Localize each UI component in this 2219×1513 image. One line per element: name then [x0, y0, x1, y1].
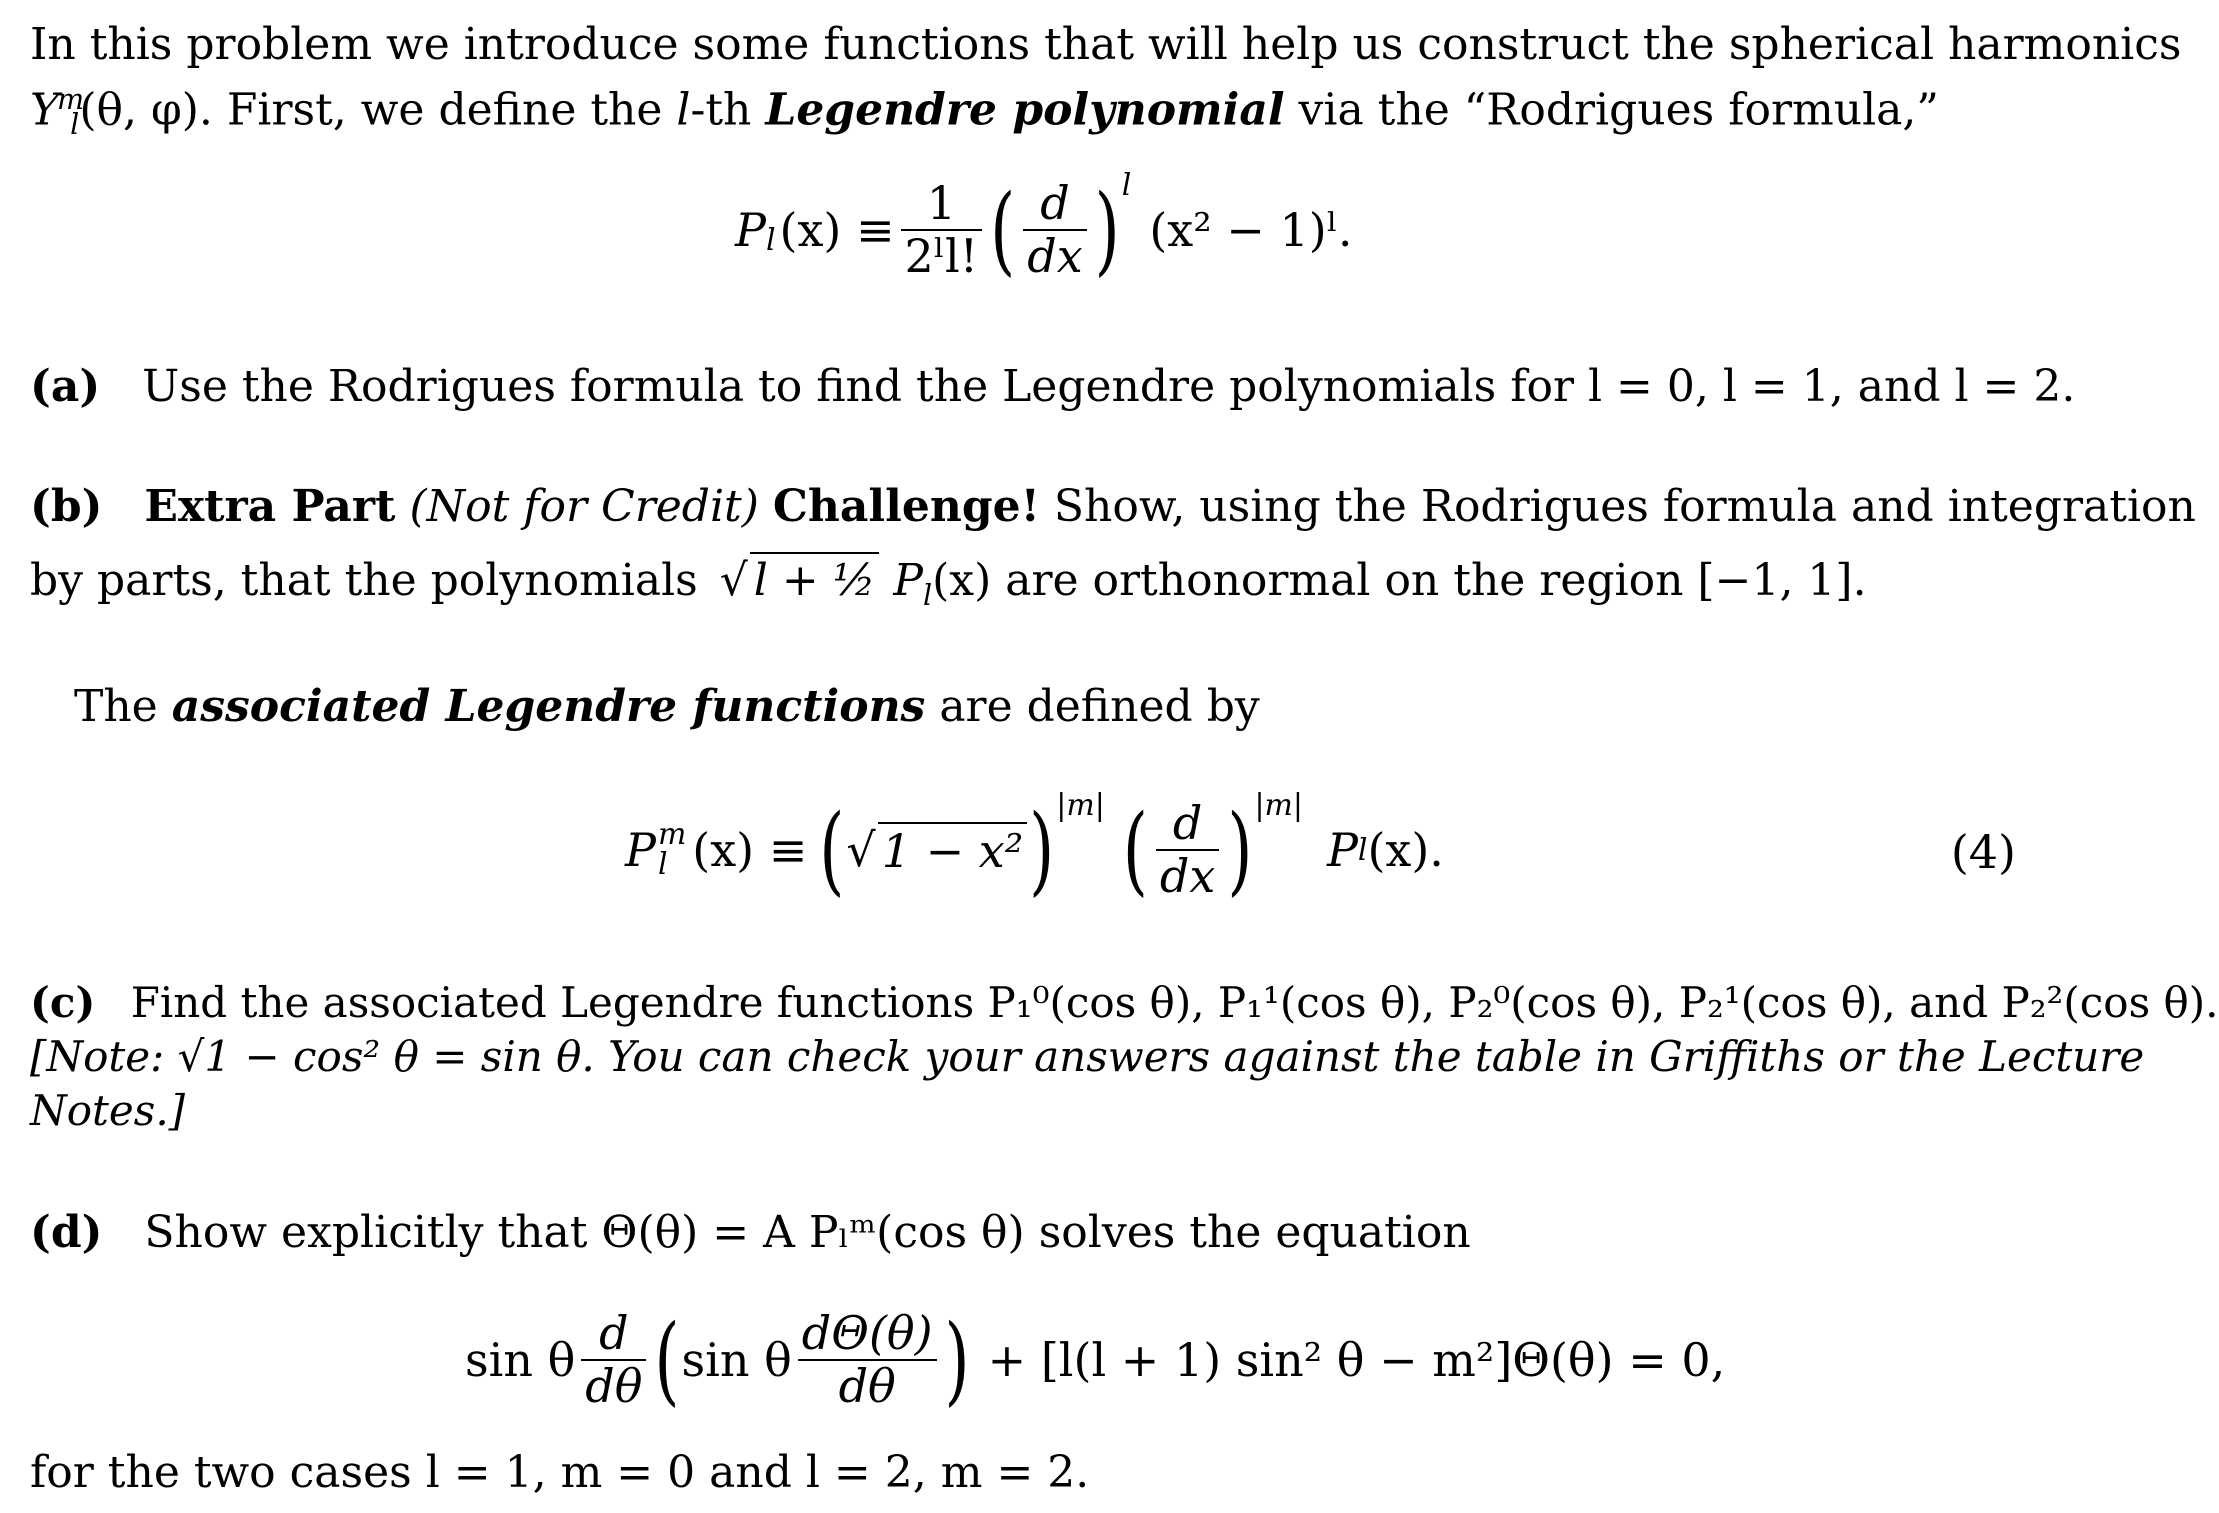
eq1-fraction — [901, 178, 983, 281]
eq1-lhs-arg: (x) ≡ — [779, 203, 895, 257]
part-d — [30, 1206, 1471, 1260]
eq4-paren-4: ) — [1227, 793, 1253, 907]
part-c-line-3 — [30, 1084, 185, 1138]
eq4-rhs: P — [1326, 823, 1358, 877]
eq1-deriv-num: d — [1040, 176, 1070, 231]
ode-d-den: dθ — [585, 1359, 643, 1413]
eq1-deriv-den: dx — [1027, 229, 1083, 283]
eq4-rhs-sub: l — [1357, 832, 1368, 868]
assoc-pre: The — [74, 681, 172, 732]
rodrigues-equation — [735, 160, 1352, 300]
part-b-line-2: by parts, that the polynomials √ l + ½ $P_l(x)$ are orthonormal on the region [−1, 1]. — [30, 552, 1867, 622]
eq4-lhs-scripts — [657, 817, 687, 882]
part-d-label: (d) — [30, 1207, 103, 1258]
ode-d-dtheta — [581, 1308, 646, 1411]
intro-line-2 — [30, 72, 1939, 151]
eq4-lhs: P — [625, 823, 656, 877]
ode-inner-den: dθ — [838, 1359, 896, 1413]
ode-paren-close: ) — [944, 1303, 970, 1417]
part-c-line-1 — [30, 976, 2219, 1030]
l-symbol: l — [676, 84, 691, 136]
y-sup: m — [57, 82, 85, 116]
part-d-text: Show explicitly that Θ(θ) = A Pₗᵐ(cos θ) solves the equation — [144, 1207, 1471, 1258]
ode-d-num: d — [599, 1306, 629, 1361]
eq4-derivative — [1156, 798, 1219, 901]
eq4-lhs-arg: (x) ≡ — [692, 823, 808, 877]
final-text: for the two cases l = 1, m = 0 and l = 2, m = 2. — [30, 1447, 1090, 1498]
part-b-label: (b) — [30, 481, 103, 532]
intro-line-1 — [30, 18, 2181, 72]
final-line — [30, 1446, 1089, 1500]
eq4-paren-2: ) — [1029, 793, 1055, 907]
intro-post: via the “Rodrigues formula,” — [1284, 84, 1939, 136]
part-a — [30, 360, 2075, 414]
ode-paren-open: ( — [654, 1303, 680, 1417]
eq1-right-paren: ) — [1094, 173, 1120, 287]
part-b-text-2: by parts, that the polynomials — [30, 555, 698, 606]
part-b-extra: Extra Part — [144, 481, 396, 532]
legendre-polynomial-term: Legendre polynomial — [765, 84, 1285, 136]
part-b-line-1 — [30, 480, 2196, 534]
equation-number-4: (4) — [1950, 825, 2016, 879]
y-sub: l — [70, 107, 80, 142]
part-c-text-2: [Note: √1 − cos² θ = sin θ. You can check your answers against the table in Griffiths or the Lecture — [30, 1032, 2145, 1081]
ode-inner-sin: sin θ — [681, 1333, 792, 1387]
ode-sin: sin θ — [465, 1333, 576, 1387]
ode-inner-num: dΘ(θ) — [801, 1306, 933, 1361]
part-b-p-sub: l — [922, 577, 933, 612]
part-b-end: (x) are orthonormal on the region [−1, 1]. — [932, 555, 1867, 606]
eq1-derivative — [1023, 178, 1086, 281]
eq4-lhs-sup: m — [657, 817, 687, 853]
eq4-deriv-num: d — [1172, 796, 1203, 851]
part-c-text-3: Notes.] — [30, 1086, 186, 1135]
part-b-text-1: Show, using the Rodrigues formula and integration — [1053, 481, 2196, 532]
eq1-rhs: (x² − 1)ˡ. — [1149, 203, 1353, 257]
part-c-text-1: Find the associated Legendre functions P₁⁰(cos θ), P₁¹(cos θ), P₂⁰(cos θ), P₂¹(cos θ), and P₂²(cos θ). — [130, 978, 2219, 1027]
eq4-paren-1: ( — [819, 793, 845, 907]
eq4-sqrt: 1 − x² — [878, 822, 1027, 878]
intro-text-1: In this problem we introduce some functions that will help us construct the spherical harmonics — [30, 19, 2182, 70]
eq1-lhs-sub: l — [765, 222, 776, 258]
eq4-rhs-arg: (x). — [1367, 823, 1444, 877]
eq4-power-2: |m| — [1254, 788, 1303, 823]
part-c-line-2 — [30, 1030, 2144, 1084]
part-b-notcredit: (Not for Credit) — [409, 481, 759, 532]
ode-equation — [465, 1290, 1725, 1430]
assoc-intro — [74, 680, 1260, 734]
eq1-frac-den: 2ˡl! — [904, 229, 979, 283]
eq4-power: |m| — [1056, 788, 1105, 823]
part-b-p: P — [893, 555, 923, 606]
eq1-lhs: P — [735, 203, 766, 257]
ode-rest: + [l(l + 1) sin² θ − m²]Θ(θ) = 0, — [987, 1333, 1726, 1387]
eq1-left-paren: ( — [990, 173, 1016, 287]
part-c-label: (c) — [30, 978, 96, 1027]
ode-inner-frac — [798, 1308, 937, 1411]
eq4-lhs-sub: l — [657, 847, 668, 882]
th-text: -th — [690, 84, 766, 136]
part-a-text: Use the Rodrigues formula to find the Legendre polynomials for l = 0, l = 1, and l = 2. — [142, 361, 2076, 412]
assoc-term: associated Legendre functions — [171, 681, 926, 732]
assoc-legendre-equation: P m l (x) ≡ ( √ 1 − x² ) $^{|m|}$ ( $\frac{d}{dx}$ ) $^{|m|}$ P l (x). — [625, 788, 1444, 907]
part-b-challenge: Challenge! — [772, 481, 1040, 532]
part-b-sqrt: l + ½ — [750, 552, 880, 608]
eq1-frac-num: 1 — [926, 176, 956, 231]
eq1-power: l — [1121, 168, 1132, 203]
part-a-label: (a) — [30, 361, 101, 412]
eq4-paren-3: ( — [1122, 793, 1148, 907]
eq4-deriv-den: dx — [1159, 849, 1216, 903]
y-symbol: Y — [30, 84, 60, 136]
y-args: (θ, φ). First, we define the — [79, 84, 677, 136]
assoc-post: are defined by — [925, 681, 1260, 732]
